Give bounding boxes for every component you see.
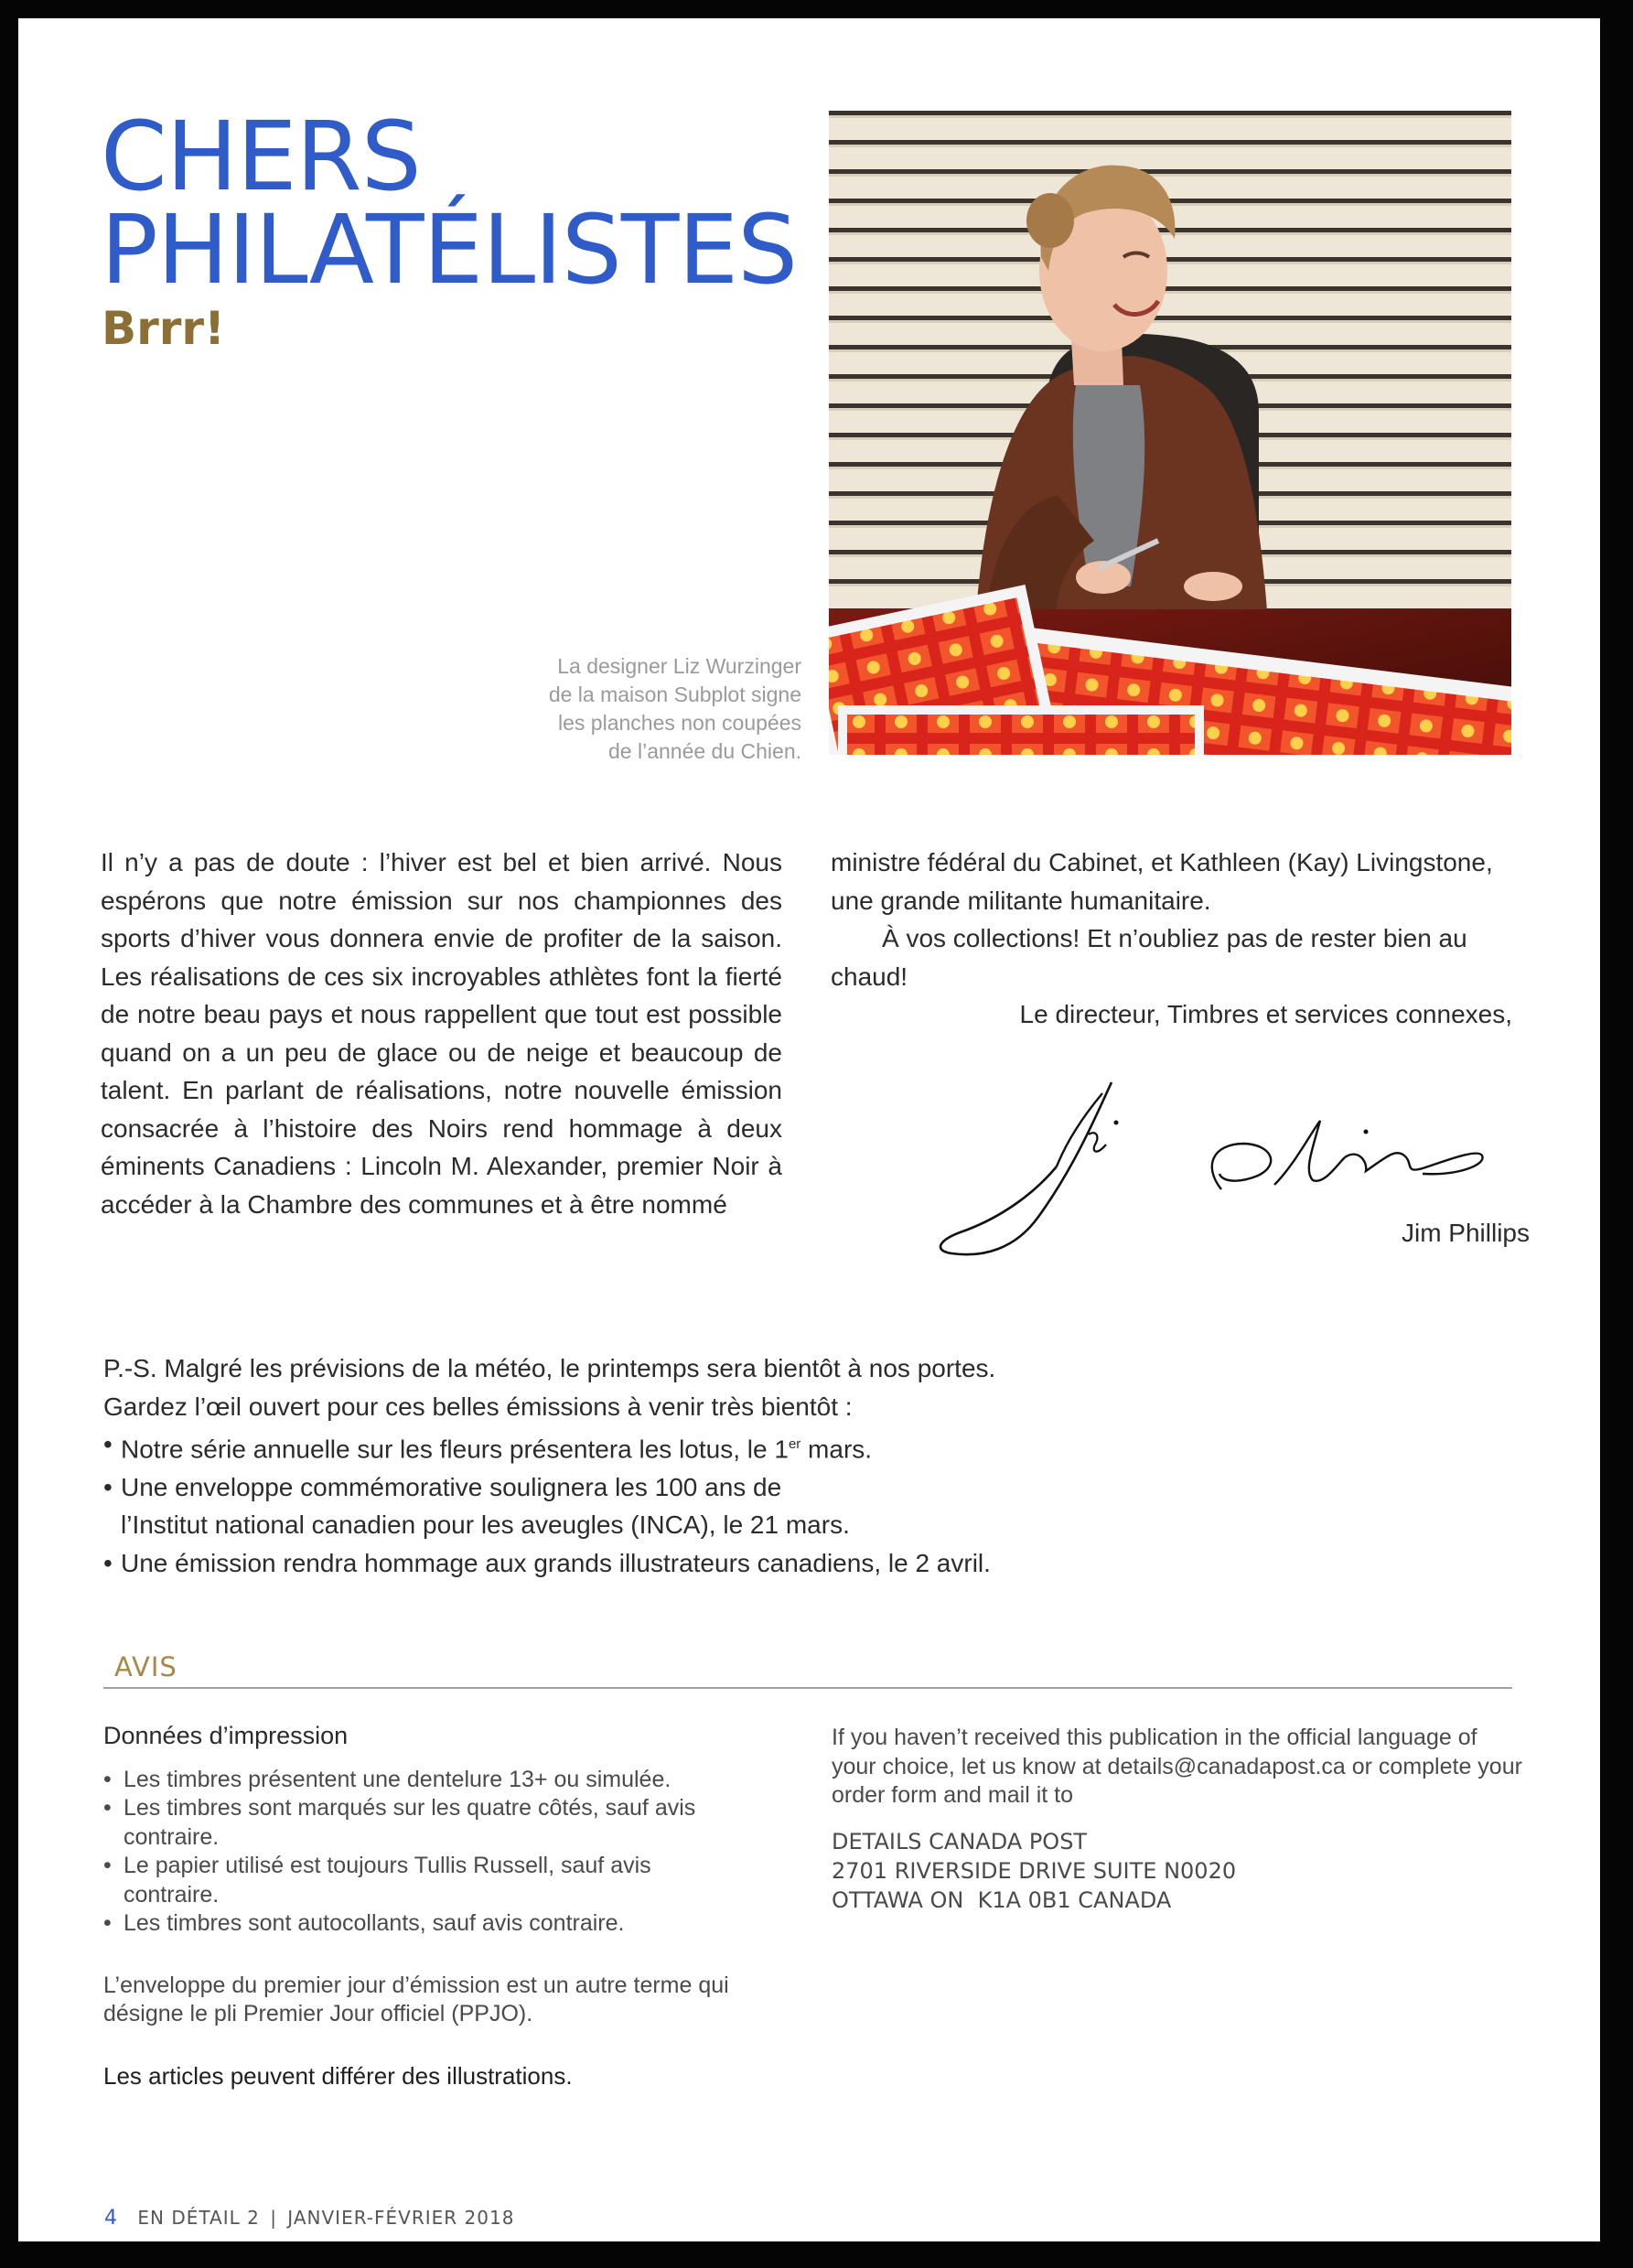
caption-line: les planches non coupées	[558, 711, 801, 735]
disclaimer: Les articles peuvent différer des illustrations.	[103, 2061, 573, 2090]
list-item: • Les timbres sont marqués sur les quatre côtés, sauf avis contraire.	[103, 1794, 709, 1852]
list-item: • Les timbres sont autocollants, sauf avis contraire.	[103, 1909, 817, 1939]
fdc-note: L’enveloppe du premier jour d’émission est un autre terme qui désigne le pli Premier Jour officiel (PPJO).	[103, 1972, 729, 2026]
title-line-1: CHERS	[101, 101, 421, 212]
printing-data-list	[103, 1766, 817, 1939]
caption-line: La designer Liz Wurzinger	[557, 654, 801, 678]
upcoming-issues-list	[103, 1425, 1201, 1582]
list-item: • Les timbres présentent une dentelure 13+ ou simulée.	[103, 1766, 817, 1795]
publication-name: EN DÉTAIL 2	[137, 2207, 260, 2229]
address-line: DETAILS CANADA POST	[832, 1828, 1088, 1854]
letter-continuation: ministre fédéral du Cabinet, et Kathleen (Kay) Livingstone, une grande militante humanitaire.	[831, 848, 1493, 915]
page-title	[101, 101, 798, 306]
caption-line: de la maison Subplot signe	[548, 683, 801, 706]
letter-column-left	[101, 844, 782, 1223]
letter-paragraph: Il n’y a pas de doute : l’hiver est bel et bien arrivé. Nous espérons que notre émission sur nos championnes des sports d’hiver vous donnera envie de profiter de la saison. Les réalisations de ces six incroyables athlètes font la fierté de notre beau pays et nous rappellent que tout est possible quand on a un peu de glace ou de neige et beaucoup de talent. En parlant de réalisations, notre nouvelle émission consacrée à l’histoire des Noirs rend hommage à deux éminents Canadiens : Lincoln M. Alexander, premier Noir à accéder à la Chambre des communes et à être nommé	[101, 848, 782, 1219]
title-line-2: PHILATÉLISTES	[101, 194, 798, 306]
letter-column-right	[831, 844, 1512, 1034]
list-item: • Une émission rendra hommage aux grands illustrateurs canadiens, le 2 avril.	[103, 1544, 1201, 1583]
language-notice-text: If you haven’t received this publication in the official language of your choice, let us know at details@canadapost.ca or complete your order form and mail it to	[832, 1725, 1522, 1808]
footer-separator: |	[270, 2207, 277, 2229]
notice-heading: AVIS	[114, 1651, 177, 1682]
address-line: OTTAWA ON K1A 0B1 CANADA	[832, 1886, 1172, 1913]
ps-line: P.-S. Malgré les prévisions de la météo, le printemps sera bientôt à nos portes.	[103, 1354, 996, 1382]
language-notice	[832, 1724, 1527, 1915]
letter-signoff: Le directeur, Timbres et services connexes,	[1019, 1000, 1512, 1028]
signer-name: Jim Phillips	[1401, 1219, 1530, 1247]
caption-line: de l’année du Chien.	[608, 739, 801, 763]
list-item: • Le papier utilisé est toujours Tullis Russell, sauf avis contraire.	[103, 1852, 672, 1909]
list-item: • Une enveloppe commémorative soulignera les 100 ans de l’Institut national canadien pour les aveugles (INCA), le 21 mars.	[103, 1468, 1201, 1544]
list-item: • Notre série annuelle sur les fleurs présentera les lotus, le 1er mars.	[103, 1425, 1201, 1468]
ps-line: Gardez l’œil ouvert pour ces belles émissions à venir très bientôt :	[103, 1392, 853, 1421]
address-line: 2701 RIVERSIDE DRIVE SUITE N0020	[832, 1857, 1237, 1884]
page-subtitle: Brrr!	[102, 302, 225, 355]
printing-data	[103, 1722, 817, 2091]
page-number: 4	[104, 2207, 118, 2230]
mailing-address	[832, 1827, 1527, 1915]
printing-data-heading: Données d’impression	[103, 1722, 349, 1749]
designer-photo	[829, 111, 1511, 755]
designer-photo-illustration	[829, 111, 1511, 755]
letter-closing: À vos collections! Et n’oubliez pas de rester bien au chaud!	[831, 924, 1467, 991]
issue-date: JANVIER-FÉVRIER 2018	[287, 2207, 515, 2229]
magazine-page	[18, 18, 1600, 2241]
photo-caption	[421, 652, 801, 766]
notice-divider	[103, 1687, 1512, 1689]
postscript	[103, 1349, 1201, 1582]
page-footer	[104, 2207, 514, 2230]
